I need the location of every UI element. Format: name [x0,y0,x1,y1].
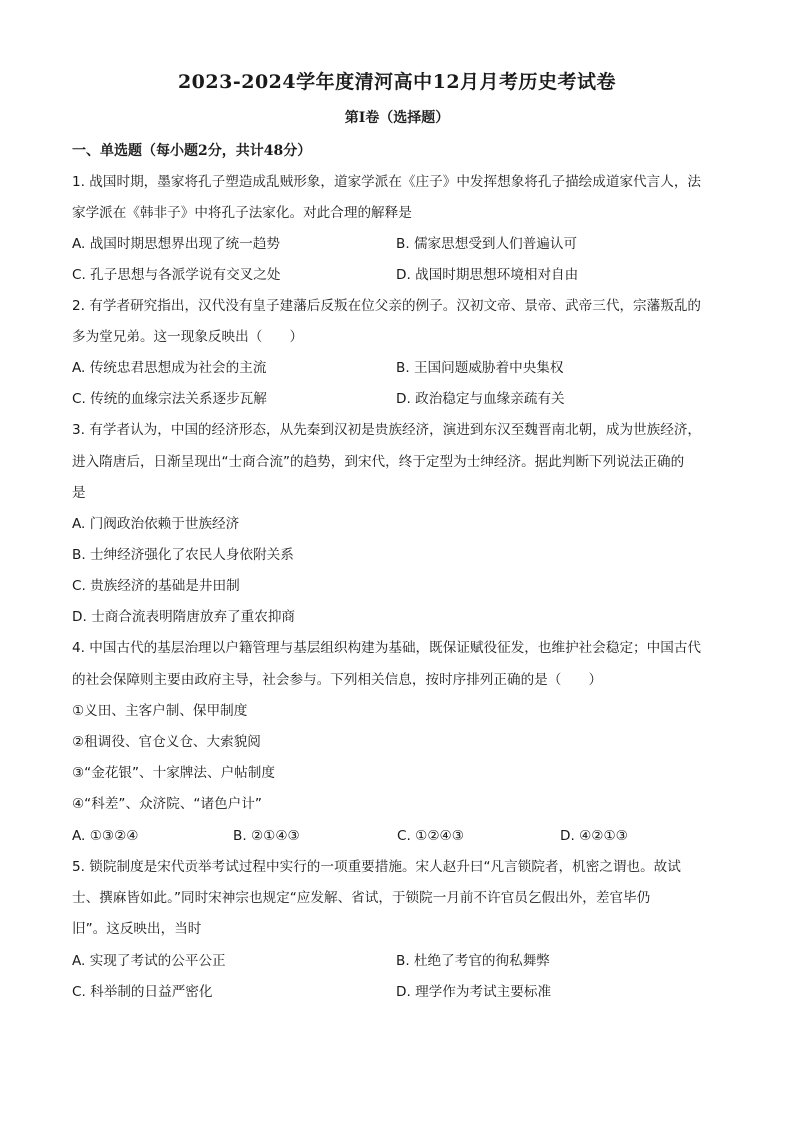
question-5-stem-line-3: 旧”。这反映出，当时 [72,921,202,937]
question-5-option-c: C. 科举制的日益严密化 [72,984,213,1000]
question-4-stem-line-1: 4. 中国古代的基层治理以户籍管理与基层组织构建为基础，既保证赋役征发，也维护社会稳定；中国古代 [72,640,702,656]
question-4-item-1: ①义田、主客户制、保甲制度 [72,703,248,719]
question-5-stem-line-1: 5. 锁院制度是宋代贡举考试过程中实行的一项重要措施。宋人赵升曰“凡言锁院者，机密之谓也。故试 [72,859,681,875]
question-3-option-a: A. 门阀政治依赖于世族经济 [72,516,240,532]
question-1-option-b: B. 儒家思想受到人们普遍认可 [396,236,578,252]
question-1-option-d: D. 战国时期思想环境相对自由 [396,267,579,283]
question-3-stem-line-1: 3. 有学者认为，中国的经济形态，从先秦到汉初是贵族经济，演进到东汉至魏晋南北朝，成为世族经济， [72,422,702,438]
question-4-item-4: ④“科差”、众济院、“诸色户计” [72,796,262,812]
question-5-option-d: D. 理学作为考试主要标准 [396,984,552,1000]
question-2-stem-line-1: 2. 有学者研究指出，汉代没有皇子建藩后反叛在位父亲的例子。汉初文帝、景帝、武帝三代，宗藩叛乱的 [72,298,702,314]
question-2-option-b: B. 王国问题威胁着中央集权 [396,360,564,376]
question-1-stem-line-1: 1. 战国时期，墨家将孔子塑造成乱贼形象，道家学派在《庄子》中发挥想象将孔子描绘成道家代言人，法 [72,174,702,190]
question-4-item-2: ②租调役、官仓义仓、大索貌阅 [72,734,261,750]
question-3-option-b: B. 士绅经济强化了农民人身依附关系 [72,547,294,563]
question-4-option-d: D. ④②①③ [560,828,628,844]
question-5-option-a: A. 实现了考试的公平公正 [72,953,226,969]
question-1-stem-line-2: 家学派在《韩非子》中将孔子法家化。对此合理的解释是 [72,205,412,221]
question-4-option-a: A. ①③②④ [72,828,139,844]
question-4-option-c: C. ①②④③ [397,828,464,844]
question-1-option-c: C. 孔子思想与各派学说有交叉之处 [72,267,281,283]
question-2-option-c: C. 传统的血缘宗法关系逐步瓦解 [72,391,267,407]
question-4-option-b: B. ②①④③ [233,828,300,844]
question-5-stem-line-2: 士、撰麻皆如此。”同时宋神宗也规定“应发解、省试，于锁院一月前不许官员乞假出外，差官毕仍 [72,890,651,906]
question-3-stem-line-2: 进入隋唐后，日渐呈现出“士商合流”的趋势，到宋代，终于定型为士绅经济。据此判断下列说法正确的 [72,454,685,470]
section-heading: 一、单选题（每小题2分，共计48分） [72,143,312,159]
question-3-option-c: C. 贵族经济的基础是井田制 [72,578,240,594]
question-3-stem-line-3: 是 [72,485,86,501]
exam-title: 2023-2024学年度清河高中12月月考历史考试卷 [177,71,617,93]
question-2-stem-line-2: 多为堂兄弟。这一现象反映出（ ） [72,329,304,345]
volume-subtitle: 第I卷（选择题） [344,110,450,126]
question-3-option-d: D. 士商合流表明隋唐放弃了重农抑商 [72,609,296,625]
question-4-item-3: ③“金花银”、十家牌法、户帖制度 [72,765,275,781]
question-5-option-b: B. 杜绝了考官的徇私舞弊 [396,953,550,969]
question-2-option-d: D. 政治稳定与血缘亲疏有关 [396,391,565,407]
question-2-option-a: A. 传统忠君思想成为社会的主流 [72,360,267,376]
question-1-option-a: A. 战国时期思想界出现了统一趋势 [72,236,281,252]
question-4-stem-line-2: 的社会保障则主要由政府主导，社会参与。下列相关信息，按时序排列正确的是（ ） [72,672,603,688]
